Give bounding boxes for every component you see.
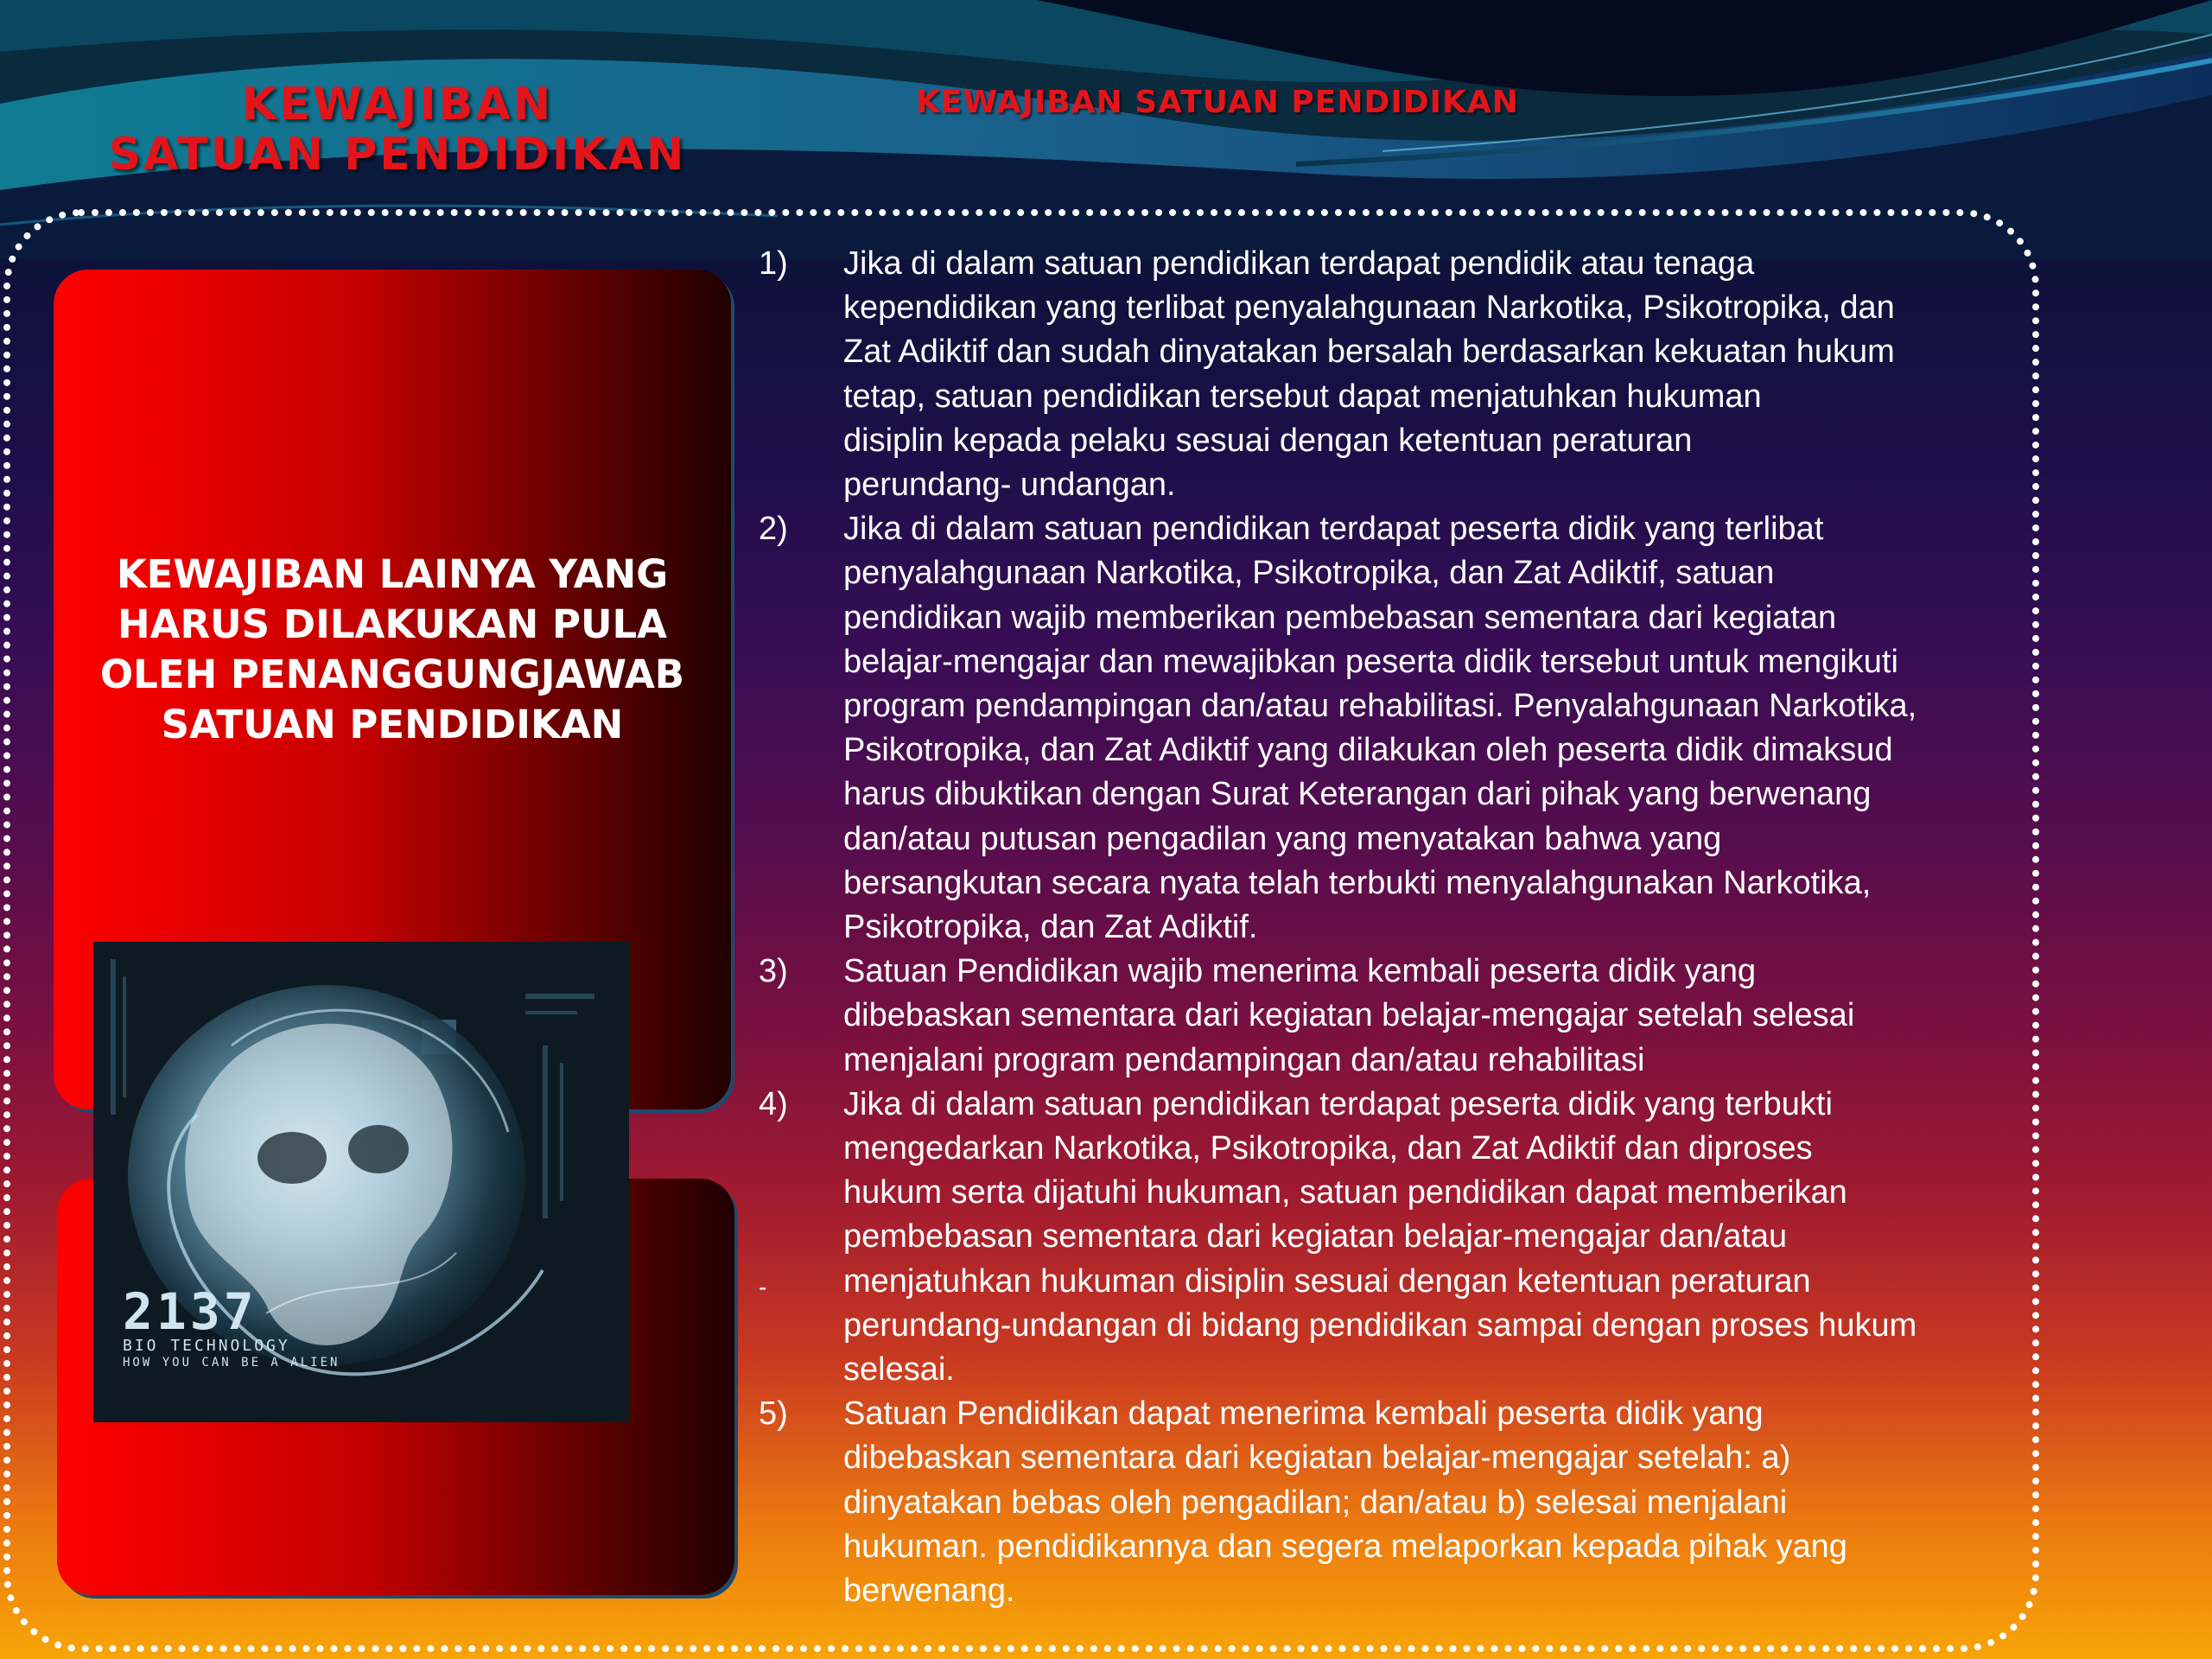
list-item-line: dan/atau putusan pengadilan yang menyatakan bahwa yang (843, 820, 1722, 857)
list-item-line: pendidikan wajib memberikan pembebasan sementara dari kegiatan (843, 599, 1837, 636)
list-item (759, 1083, 2046, 1392)
list-item-line: Jika di dalam satuan pendidikan terdapat peserta didik yang terbukti (843, 1085, 1833, 1122)
side-heading (54, 550, 731, 750)
list-item-line: hukuman. pendidikannya dan segera melaporkan kepada pihak yang (843, 1528, 1847, 1565)
list-item-number: 5) (759, 1395, 788, 1433)
list-item-line: Jika di dalam satuan pendidikan terdapat peserta didik yang terlibat (843, 511, 1824, 548)
list-item-number: 3) (759, 953, 788, 990)
list-item (759, 242, 2046, 507)
slide-title-left (35, 79, 760, 180)
list-item-line: penyalahgunaan Narkotika, Psikotropika, dan Zat Adiktif, satuan (843, 555, 1775, 592)
bio-technology-artwork (93, 942, 629, 1422)
side-heading-line: OLEH PENANGGUNGJAWAB (99, 652, 685, 697)
artwork-subtitle: BIO TECHNOLOGY (123, 1337, 290, 1355)
list-item-line: perundang- undangan. (843, 467, 1176, 504)
list-item-number: 2) (759, 511, 788, 548)
list-item (759, 507, 2046, 950)
list-item-line: program pendampingan dan/atau rehabilitasi. Penyalahgunaan Narkotika, (843, 688, 1917, 725)
stray-dash-mark: - (759, 1274, 767, 1300)
list-item-line: menjatuhkan hukuman disiplin sesuai dengan ketentuan peraturan (843, 1262, 1811, 1300)
list-item-line: menjalani program pendampingan dan/atau rehabilitasi (843, 1041, 1645, 1078)
list-item-line: disiplin kepada pelaku sesuai dengan ketentuan peraturan (843, 422, 1693, 459)
side-heading-line: HARUS DILAKUKAN PULA (117, 601, 668, 647)
list-item-line: dinyatakan bebas oleh pengadilan; dan/atau b) selesai menjalani (843, 1484, 1788, 1521)
list-item-line: harus dibuktikan dengan Surat Keterangan dari pihak yang berwenang (843, 776, 1872, 813)
artwork-caption (123, 1282, 340, 1370)
side-heading-line: KEWAJIBAN LAINYA YANG (116, 551, 669, 597)
list-item-line: Zat Adiktif dan sudah dinyatakan bersalah berdasarkan kekuatan hukum (843, 334, 1895, 371)
slide-title-left-line1: KEWAJIBAN (241, 79, 554, 130)
list-item-line: perundang-undangan di bidang pendidikan sampai dengan proses hukum (843, 1306, 1917, 1344)
slide-title-right: KEWAJIBAN SATUAN PENDIDIKAN (916, 85, 1519, 120)
list-item-line: Psikotropika, dan Zat Adiktif. (843, 909, 1258, 946)
artwork-number: 2137 (123, 1282, 257, 1341)
list-item-line: tetap, satuan pendidikan tersebut dapat menjatuhkan hukuman (843, 378, 1762, 415)
list-item-line: dibebaskan sementara dari kegiatan belajar-mengajar setelah: a) (843, 1440, 1791, 1477)
side-heading-line: SATUAN PENDIDIKAN (161, 702, 624, 747)
list-item-line: Satuan Pendidikan dapat menerima kembali peserta didik yang (843, 1395, 1764, 1433)
list-item-line: berwenang. (843, 1573, 1015, 1610)
list-item-line: selesai. (843, 1351, 955, 1389)
artwork-tagline: HOW YOU CAN BE A ALIEN (123, 1356, 340, 1370)
list-item-line: mengedarkan Narkotika, Psikotropika, dan Zat Adiktif dan diproses (843, 1130, 1813, 1167)
slide-title-left-line2: SATUAN PENDIDIKAN (108, 129, 687, 181)
list-item (759, 950, 2046, 1083)
list-item (759, 1392, 2046, 1613)
list-item-line: Jika di dalam satuan pendidikan terdapat pendidik atau tenaga (843, 245, 1755, 282)
list-item-line: pembebasan sementara dari kegiatan belajar-mengajar dan/atau (843, 1218, 1788, 1255)
list-item-line: dibebaskan sementara dari kegiatan belajar-mengajar setelah selesai (843, 997, 1855, 1034)
list-item-line: kependidikan yang terlibat penyalahgunaan Narkotika, Psikotropika, dan (843, 289, 1895, 327)
list-item-line: hukum serta dijatuhi hukuman, satuan pendidikan dapat memberikan (843, 1174, 1847, 1211)
list-item-line: bersangkutan secara nyata telah terbukti menyalahgunakan Narkotika, (843, 864, 1872, 901)
list-item-line: belajar-mengajar dan mewajibkan peserta didik tersebut untuk mengikuti (843, 643, 1898, 680)
obligations-list (759, 242, 2046, 1613)
list-item-line: Satuan Pendidikan wajib menerima kembali peserta didik yang (843, 953, 1757, 990)
list-item-line: Psikotropika, dan Zat Adiktif yang dilakukan oleh peserta didik dimaksud (843, 732, 1893, 769)
list-item-number: 1) (759, 245, 788, 282)
list-item-number: 4) (759, 1085, 788, 1122)
